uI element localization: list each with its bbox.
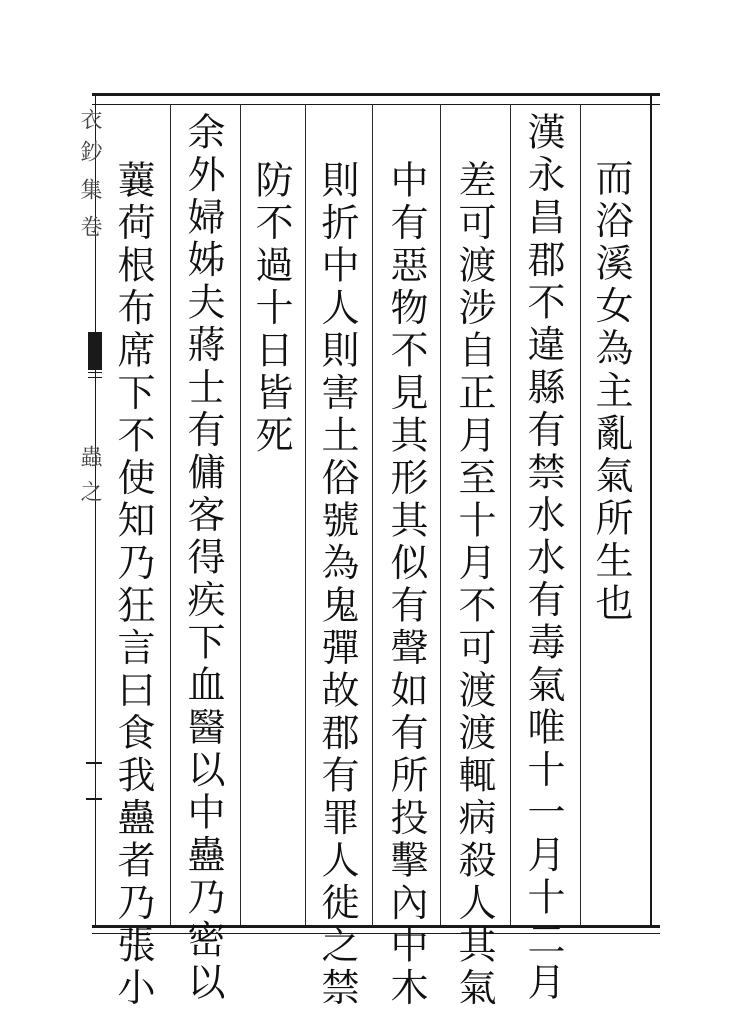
text-column-2: 漢永昌郡不違縣有禁水水有毒氣唯十一月十二月: [521, 112, 565, 1005]
margin-title-char-1: 衣: [77, 108, 102, 130]
margin-section-char-2: 之: [77, 480, 102, 502]
column-divider: [372, 104, 373, 925]
text-column-4: 中有惡物不見其形其似有聲如有所投擊內中木: [384, 160, 428, 1010]
text-column-1: 而浴溪女為主亂氣所生也: [589, 158, 633, 626]
column-divider: [305, 104, 306, 925]
bottom-border-rule: [92, 925, 660, 928]
top-border-rule: [92, 93, 660, 96]
column-divider: [240, 104, 241, 925]
text-column-8: 蘘荷根布席下不使知乃狂言曰食我蠱者乃張小: [111, 160, 155, 1010]
text-column-7: 余外婦姊夫蔣士有傭客得疾下血醫以中蠱乃密以: [181, 112, 225, 1005]
column-divider: [440, 104, 441, 925]
margin-title-char-4: 卷: [77, 215, 102, 237]
text-column-3: 差可渡涉自正月至十月不可渡渡輒病殺人其氣: [452, 160, 496, 1010]
margin-title-char-3: 集: [77, 178, 102, 200]
margin-section-char-1: 蟲: [77, 445, 102, 467]
bottom-inner-rule: [92, 933, 660, 934]
top-inner-rule: [92, 104, 660, 105]
text-column-6: 防不過十日皆死: [249, 160, 293, 458]
fishtail-mark: [88, 332, 102, 370]
column-divider: [580, 104, 581, 925]
margin-title-char-2: 鈔: [77, 140, 102, 162]
right-border-rule: [650, 93, 652, 928]
margin-tick-mark: [86, 762, 102, 800]
fishtail-lines: [88, 372, 102, 378]
column-divider: [510, 104, 511, 925]
text-column-5: 則折中人則害土俗號為鬼彈故郡有罪人徙之禁: [315, 160, 359, 1010]
column-divider: [170, 104, 171, 925]
